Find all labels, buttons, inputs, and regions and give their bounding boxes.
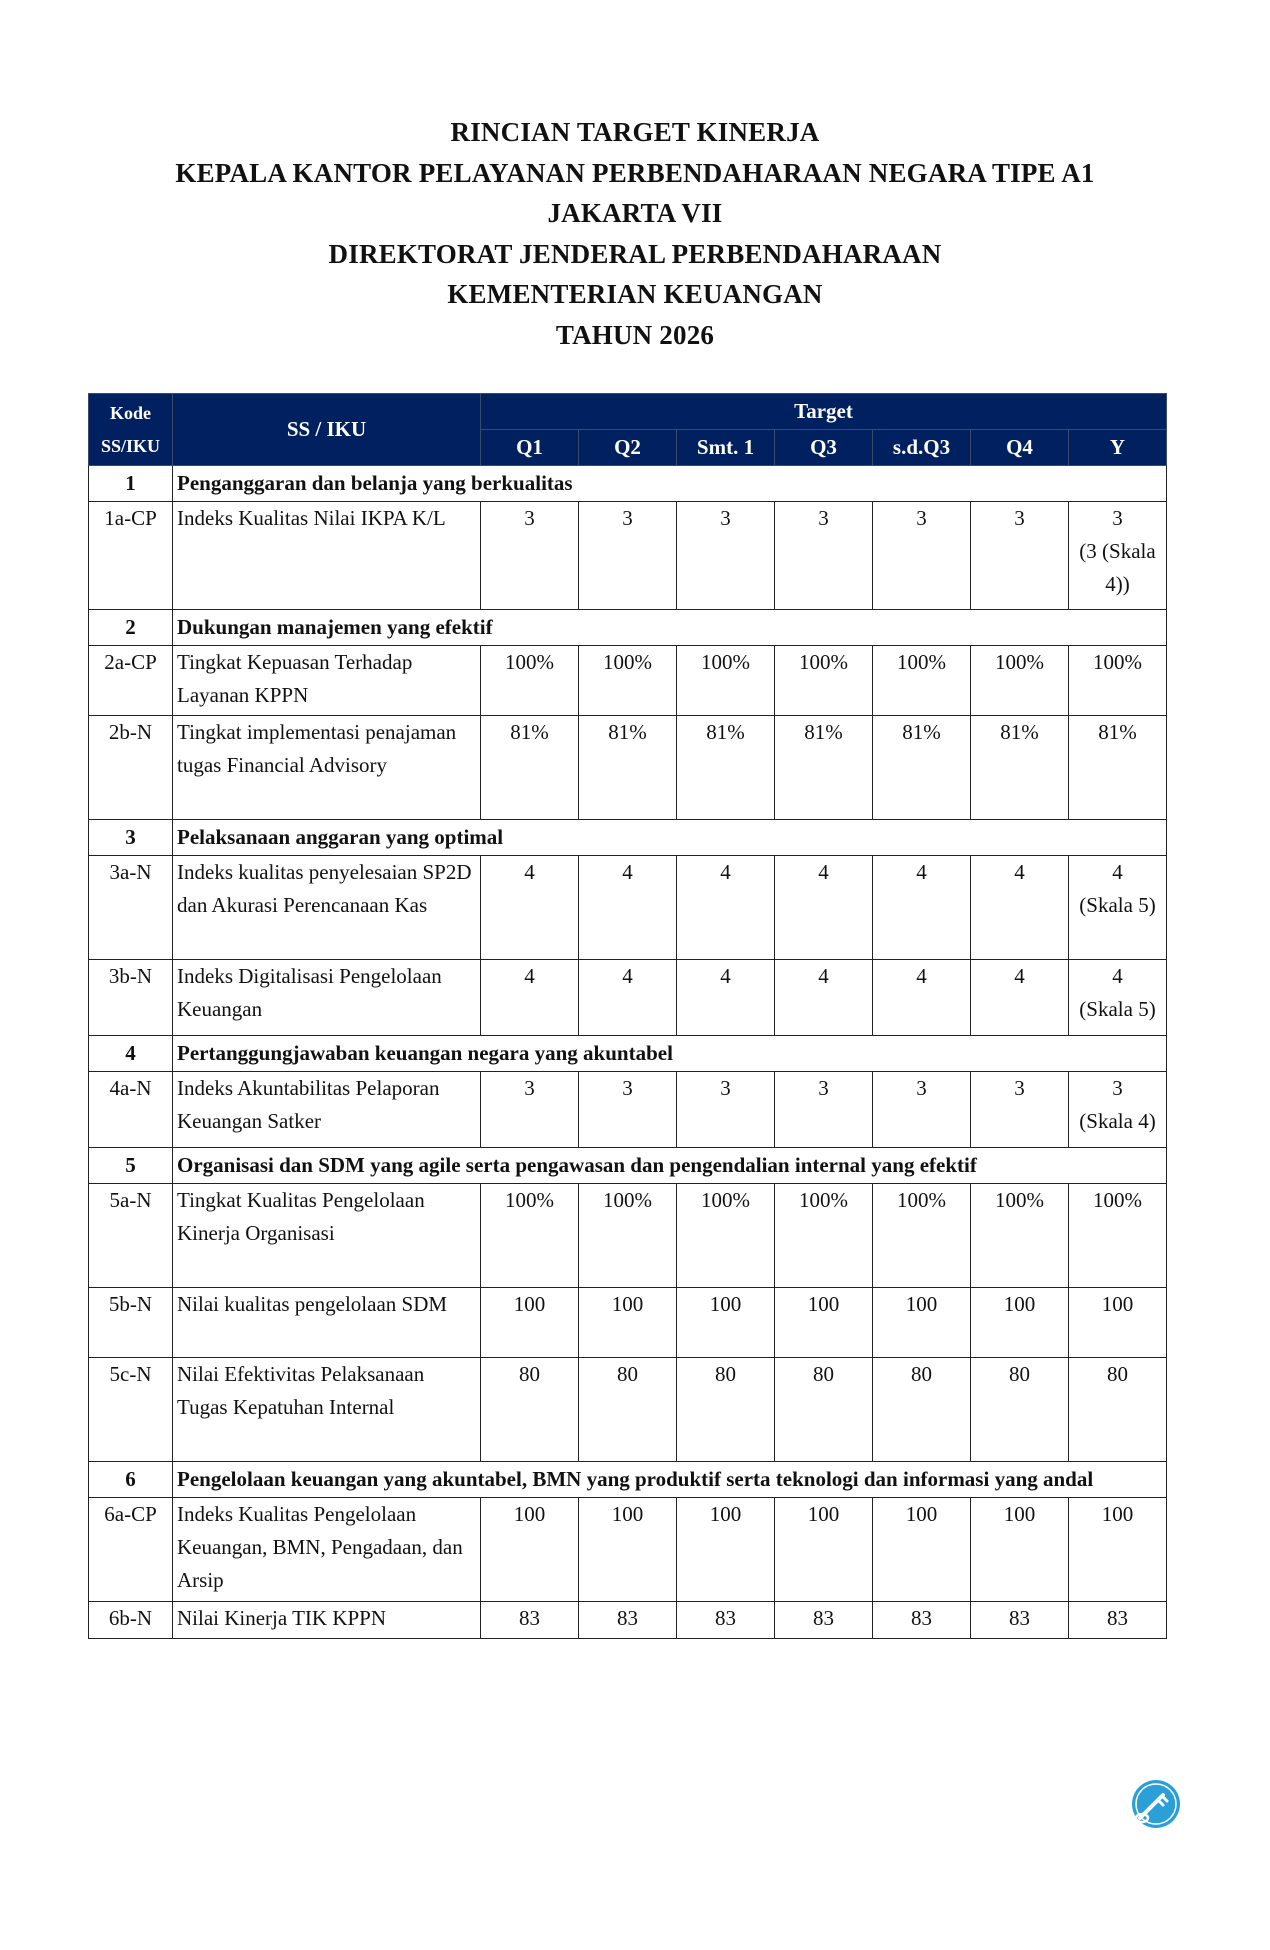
value-sdq3: 100	[873, 1288, 971, 1358]
header-period-smt1: Smt. 1	[677, 430, 775, 466]
row-kode: 1a-CP	[89, 502, 173, 610]
value-q4: 4	[971, 960, 1069, 1036]
header-kode	[89, 394, 173, 466]
value-q2: 83	[579, 1602, 677, 1639]
value-sdq3: 3	[873, 502, 971, 610]
value-y-main: 4	[1112, 860, 1123, 884]
header-period-q3: Q3	[775, 430, 873, 466]
value-y-note: (3 (Skala 4))	[1079, 539, 1156, 596]
group-kode: 6	[89, 1462, 173, 1498]
header-period-y: Y	[1069, 430, 1167, 466]
value-q3: 100%	[775, 1184, 873, 1288]
table-row	[89, 960, 1167, 1036]
key-icon	[1130, 1778, 1182, 1830]
row-iku: Nilai kualitas pengelolaan SDM	[173, 1288, 481, 1358]
value-sdq3: 81%	[873, 716, 971, 820]
value-q3: 80	[775, 1358, 873, 1462]
row-kode: 5b-N	[89, 1288, 173, 1358]
table-row	[89, 1498, 1167, 1602]
value-q2: 81%	[579, 716, 677, 820]
value-q3: 3	[775, 1072, 873, 1148]
value-q2: 3	[579, 1072, 677, 1148]
value-smt1: 3	[677, 1072, 775, 1148]
header-kode-line1: Kode	[109, 402, 151, 423]
group-kode: 4	[89, 1036, 173, 1072]
value-q4: 4	[971, 856, 1069, 960]
value-q1: 81%	[481, 716, 579, 820]
value-q2: 100	[579, 1288, 677, 1358]
row-iku: Tingkat Kepuasan Terhadap Layanan KPPN	[173, 646, 481, 716]
group-row	[89, 1036, 1167, 1072]
value-y-main: 80	[1107, 1362, 1128, 1386]
value-q1: 100	[481, 1498, 579, 1602]
value-y-note: (Skala 4)	[1079, 1109, 1156, 1133]
value-y	[1069, 1498, 1167, 1602]
header-period-q1: Q1	[481, 430, 579, 466]
value-y-main: 3	[1112, 506, 1123, 530]
group-kode: 1	[89, 466, 173, 502]
value-y-main: 3	[1112, 1076, 1123, 1100]
value-q4: 100	[971, 1288, 1069, 1358]
table-row	[89, 1072, 1167, 1148]
table-body	[89, 466, 1167, 1639]
value-y	[1069, 1072, 1167, 1148]
value-smt1: 4	[677, 960, 775, 1036]
header-kode-line2: SS/IKU	[100, 435, 161, 456]
value-q1: 3	[481, 502, 579, 610]
value-smt1: 83	[677, 1602, 775, 1639]
value-q4: 100%	[971, 646, 1069, 716]
value-y-main: 100	[1101, 1502, 1134, 1526]
value-q4: 83	[971, 1602, 1069, 1639]
value-q2: 4	[579, 960, 677, 1036]
value-sdq3: 100%	[873, 646, 971, 716]
row-kode: 5a-N	[89, 1184, 173, 1288]
title-line-3: JAKARTA VII	[547, 198, 723, 228]
group-row	[89, 466, 1167, 502]
value-q4: 3	[971, 1072, 1069, 1148]
title-line-6: TAHUN 2026	[555, 319, 715, 350]
group-title: Dukungan manajemen yang efektif	[173, 610, 1167, 646]
value-q3: 100	[775, 1498, 873, 1602]
row-kode: 3a-N	[89, 856, 173, 960]
row-iku: Tingkat Kualitas Pengelolaan Kinerja Organisasi	[173, 1184, 481, 1288]
row-kode: 6a-CP	[89, 1498, 173, 1602]
group-row	[89, 1462, 1167, 1498]
value-q2: 4	[579, 856, 677, 960]
value-q3: 3	[775, 502, 873, 610]
value-smt1: 100	[677, 1288, 775, 1358]
target-table	[88, 393, 1167, 1639]
row-kode: 2b-N	[89, 716, 173, 820]
title-line-2: KEPALA KANTOR PELAYANAN PERBENDAHARAAN NEGARA TIPE A1	[175, 157, 1095, 188]
row-iku: Nilai Efektivitas Pelaksanaan Tugas Kepatuhan Internal	[173, 1358, 481, 1462]
row-kode: 4a-N	[89, 1072, 173, 1148]
value-y	[1069, 502, 1167, 610]
group-row	[89, 1148, 1167, 1184]
header-target: Target	[481, 394, 1167, 430]
value-y	[1069, 1184, 1167, 1288]
value-sdq3: 83	[873, 1602, 971, 1639]
value-smt1: 100%	[677, 1184, 775, 1288]
value-y	[1069, 1358, 1167, 1462]
value-y-main: 4	[1112, 964, 1123, 988]
value-y-main: 83	[1107, 1606, 1128, 1630]
value-q2: 3	[579, 502, 677, 610]
value-y	[1069, 1288, 1167, 1358]
title-line-5: KEMENTERIAN KEUANGAN	[447, 279, 823, 309]
value-sdq3: 4	[873, 856, 971, 960]
value-y-main: 81%	[1098, 720, 1137, 744]
table-row	[89, 716, 1167, 820]
value-sdq3: 4	[873, 960, 971, 1036]
value-q1: 100%	[481, 1184, 579, 1288]
value-q3: 4	[775, 960, 873, 1036]
value-q2: 100%	[579, 646, 677, 716]
value-q3: 81%	[775, 716, 873, 820]
value-q3: 4	[775, 856, 873, 960]
value-y	[1069, 1602, 1167, 1639]
value-y	[1069, 716, 1167, 820]
value-q3: 100	[775, 1288, 873, 1358]
value-smt1: 81%	[677, 716, 775, 820]
row-iku: Indeks Kualitas Nilai IKPA K/L	[173, 502, 481, 610]
value-q4: 100	[971, 1498, 1069, 1602]
header-period-q2: Q2	[579, 430, 677, 466]
value-q2: 100%	[579, 1184, 677, 1288]
row-kode: 5c-N	[89, 1358, 173, 1462]
value-q2: 80	[579, 1358, 677, 1462]
group-kode: 3	[89, 820, 173, 856]
value-q1: 100	[481, 1288, 579, 1358]
value-smt1: 80	[677, 1358, 775, 1462]
value-q4: 3	[971, 502, 1069, 610]
row-iku: Indeks Digitalisasi Pengelolaan Keuangan	[173, 960, 481, 1036]
group-title: Penganggaran dan belanja yang berkualitas	[173, 466, 1167, 502]
row-kode: 6b-N	[89, 1602, 173, 1639]
group-title: Pengelolaan keuangan yang akuntabel, BMN yang produktif serta teknologi dan informasi yang andal	[173, 1462, 1167, 1498]
value-q1: 4	[481, 856, 579, 960]
group-title: Pertanggungjawaban keuangan negara yang akuntabel	[173, 1036, 1167, 1072]
value-q1: 83	[481, 1602, 579, 1639]
value-q1: 100%	[481, 646, 579, 716]
group-row	[89, 610, 1167, 646]
value-y	[1069, 856, 1167, 960]
value-sdq3: 100%	[873, 1184, 971, 1288]
value-smt1: 100%	[677, 646, 775, 716]
value-q1: 4	[481, 960, 579, 1036]
row-iku: Tingkat implementasi penajaman tugas Financial Advisory	[173, 716, 481, 820]
value-q1: 3	[481, 1072, 579, 1148]
row-kode: 2a-CP	[89, 646, 173, 716]
value-y-main: 100	[1101, 1292, 1134, 1316]
document-title	[0, 112, 1270, 355]
value-y	[1069, 960, 1167, 1036]
value-smt1: 3	[677, 502, 775, 610]
row-kode: 3b-N	[89, 960, 173, 1036]
value-sdq3: 80	[873, 1358, 971, 1462]
table-row	[89, 646, 1167, 716]
header-ss-iku: SS / IKU	[173, 394, 481, 466]
row-iku: Indeks kualitas penyelesaian SP2D dan Akurasi Perencanaan Kas	[173, 856, 481, 960]
group-kode: 2	[89, 610, 173, 646]
value-smt1: 100	[677, 1498, 775, 1602]
value-sdq3: 3	[873, 1072, 971, 1148]
table-row	[89, 502, 1167, 610]
value-y-note: (Skala 5)	[1079, 893, 1156, 917]
value-q4: 100%	[971, 1184, 1069, 1288]
value-q3: 83	[775, 1602, 873, 1639]
value-q4: 80	[971, 1358, 1069, 1462]
table-row	[89, 1358, 1167, 1462]
value-q1: 80	[481, 1358, 579, 1462]
table-row	[89, 856, 1167, 960]
title-line-4: DIREKTORAT JENDERAL PERBENDAHARAAN	[328, 238, 942, 269]
value-sdq3: 100	[873, 1498, 971, 1602]
header-period-q4: Q4	[971, 430, 1069, 466]
group-kode: 5	[89, 1148, 173, 1184]
title-line-1: RINCIAN TARGET KINERJA	[450, 117, 820, 147]
group-title: Pelaksanaan anggaran yang optimal	[173, 820, 1167, 856]
value-y-main: 100%	[1093, 1188, 1142, 1212]
table-row	[89, 1184, 1167, 1288]
row-iku: Indeks Kualitas Pengelolaan Keuangan, BMN, Pengadaan, dan Arsip	[173, 1498, 481, 1602]
row-iku: Nilai Kinerja TIK KPPN	[173, 1602, 481, 1639]
group-row	[89, 820, 1167, 856]
value-y-note: (Skala 5)	[1079, 997, 1156, 1021]
value-y-main: 100%	[1093, 650, 1142, 674]
group-title: Organisasi dan SDM yang agile serta pengawasan dan pengendalian internal yang efektif	[173, 1148, 1167, 1184]
row-iku: Indeks Akuntabilitas Pelaporan Keuangan Satker	[173, 1072, 481, 1148]
table-row	[89, 1602, 1167, 1639]
value-smt1: 4	[677, 856, 775, 960]
header-period-sdq3: s.d.Q3	[873, 430, 971, 466]
value-q4: 81%	[971, 716, 1069, 820]
value-q2: 100	[579, 1498, 677, 1602]
table-row	[89, 1288, 1167, 1358]
value-y	[1069, 646, 1167, 716]
value-q3: 100%	[775, 646, 873, 716]
